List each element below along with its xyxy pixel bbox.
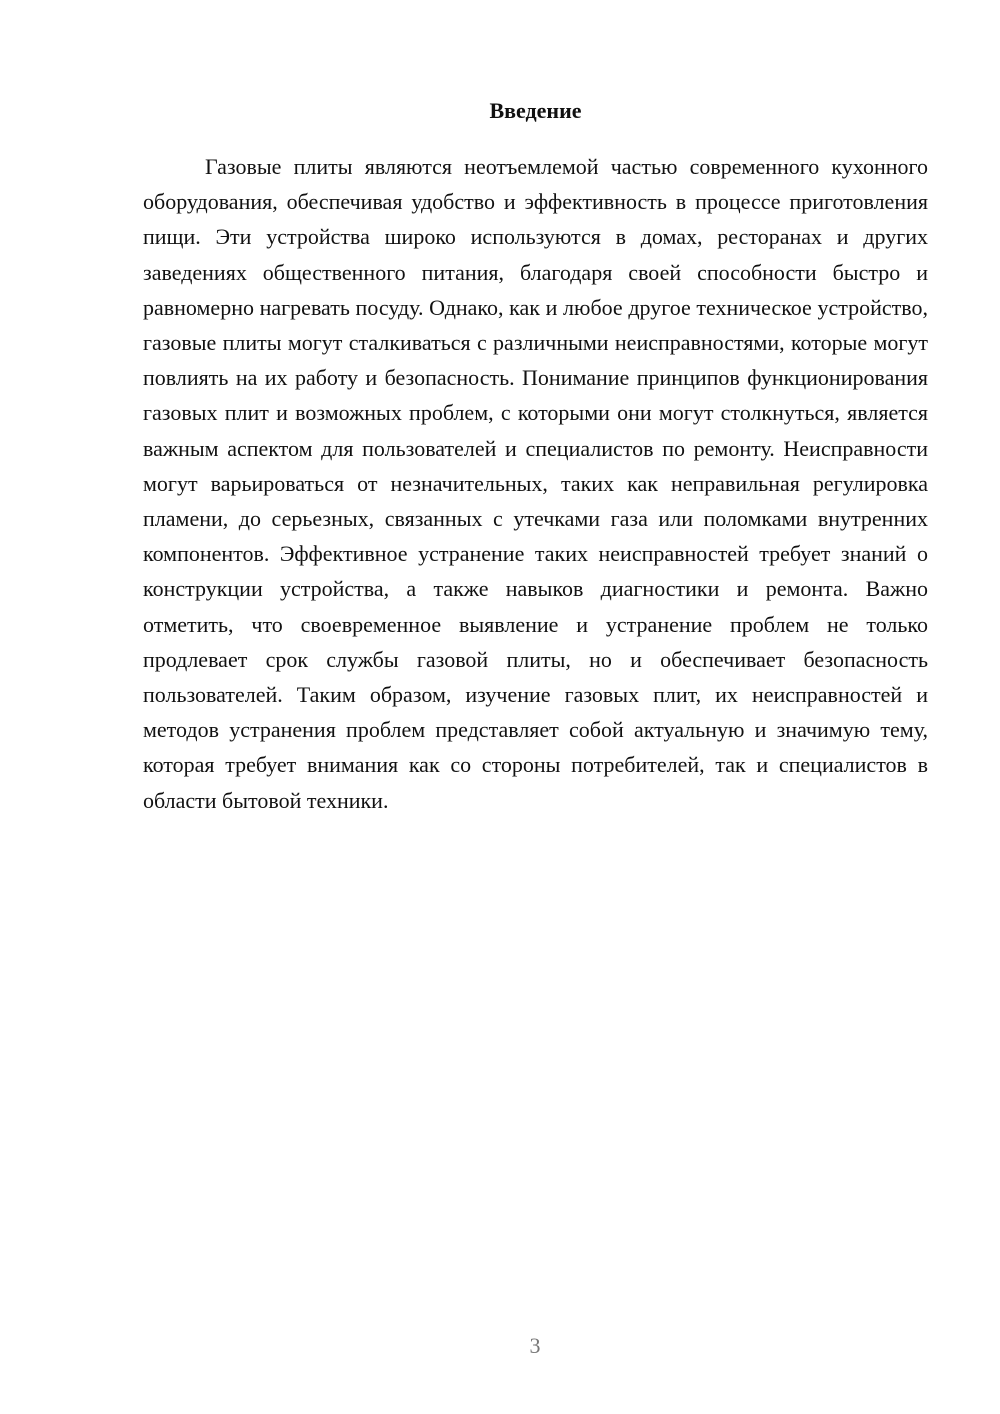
section-title: Введение (489, 98, 582, 123)
body-paragraph: Газовые плиты являются неотъемлемой частью современного кухонного оборудования, обеспечивая удобство и эффективность в процессе приготовления пищи. Эти устройства широко используются в домах, ресторанах и других заведениях общественного питания, благодаря своей способности быстро и равномерно нагревать посуду. Однако, как и любое другое техническое устройство, газовые плиты могут сталкиваться с различными неисправностями, которые могут повлиять на их работу и безопасность. Понимание принципов функционирования газовых плит и возможных проблем, с которыми они могут столкнуться, является важным аспектом для пользователей и специалистов по ремонту. Неисправности могут варьироваться от незначительных, таких как неправильная регулировка пламени, до серьезных, связанных с утечками газа или поломками внутренних компонентов. Эффективное устранение таких неисправностей требует знаний о конструкции устройства, а также навыков диагностики и ремонта. Важно отметить, что своевременное выявление и устранение проблем не только продлевает срок службы газовой плиты, но и обеспечивает безопасность пользователей. Таким образом, изучение газовых плит, их неисправностей и методов устранения проблем представляет собой актуальную и значимую тему, которая требует внимания как со стороны потребителей, так и специалистов в области бытовой техники. (143, 154, 928, 813)
page-number: 3 (529, 1333, 541, 1358)
page-content (143, 95, 928, 818)
